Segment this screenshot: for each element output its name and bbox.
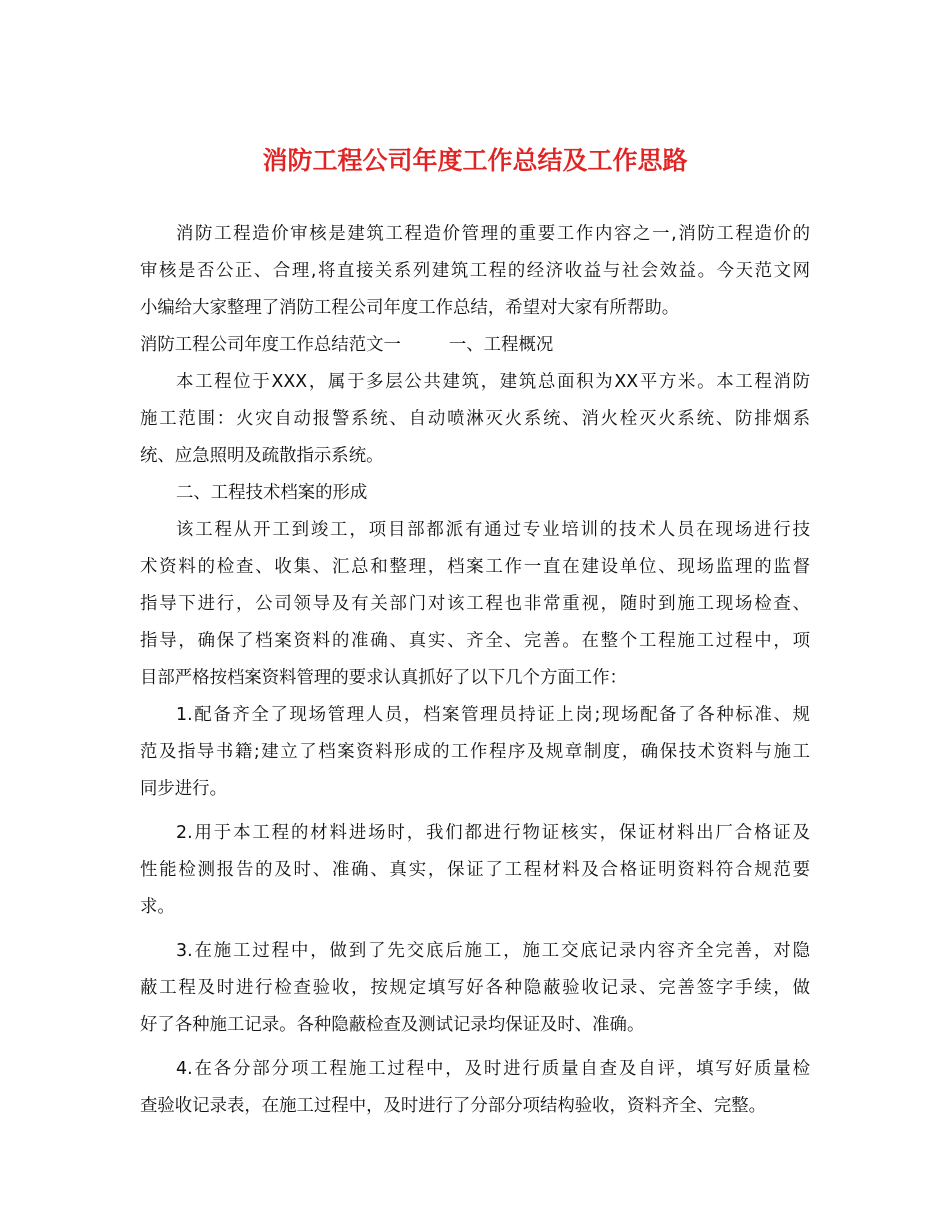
list-item-1 <box>140 697 810 808</box>
text-line: 查验收记录表，在施工过程中，及时进行了分部分项结构验收，资料齐全、完整。 <box>140 1096 767 1116</box>
text-line: 性能检测报告的及时、准确、真实，保证了工程材料及合格证明资料符合规范要 <box>140 860 810 880</box>
text-line: 本工程位于XXX，属于多层公共建筑，建筑总面积为XX平方米。本工程消防 <box>176 372 810 392</box>
text-line: 统、应急照明及疏散指示系统。 <box>140 446 384 466</box>
text-line: 指导下进行，公司领导及有关部门对该工程也非常重视，随时到施工现场检查、 <box>140 594 810 614</box>
section-heading-1: 一、工程概况 <box>448 335 554 355</box>
text-line: 审核是否公正、合理,将直接关系列建筑工程的经济收益与社会效益。今天范文网 <box>140 261 810 281</box>
section-heading-2: 二、工程技术档案的形成 <box>176 483 368 503</box>
text-line: 目部严格按档案资料管理的要求认真抓好了以下几个方面工作： <box>140 668 627 688</box>
text-line: 小编给大家整理了消防工程公司年度工作总结，希望对大家有所帮助。 <box>140 298 680 318</box>
text-line: 指导，确保了档案资料的准确、真实、齐全、完善。在整个工程施工过程中，项 <box>140 631 810 651</box>
text-line: 2.用于本工程的材料进场时，我们都进行物证核实，保证材料出厂合格证及 <box>176 823 810 843</box>
sample-heading: 消防工程公司年度工作总结范文一 <box>140 335 401 355</box>
text-line: 蔽工程及时进行检查验收，按规定填写好各种隐蔽验收记录、完善签字手续，做 <box>140 978 810 998</box>
text-line: 同步进行。 <box>140 779 227 799</box>
text-line: 1.配备齐全了现场管理人员，档案管理员持证上岗;现场配备了各种标准、规 <box>176 705 810 725</box>
paragraph-intro <box>140 216 810 327</box>
document-body <box>140 216 810 1125</box>
text-line: 好了各种施工记录。各种隐蔽检查及测试记录均保证及时、准确。 <box>140 1015 645 1035</box>
list-item-2 <box>140 815 810 926</box>
text-line: 3.在施工过程中，做到了先交底后施工，施工交底记录内容齐全完善，对隐 <box>176 941 810 961</box>
paragraph-overview <box>140 364 810 475</box>
text-line: 术资料的检查、收集、汇总和整理，档案工作一直在建设单位、现场监理的监督 <box>140 557 810 577</box>
text-line: 范及指导书籍;建立了档案资料形成的工作程序及规章制度，确保技术资料与施工 <box>140 742 810 762</box>
section-heading-line <box>140 327 810 364</box>
list-item-3 <box>140 933 810 1044</box>
text-line: 4.在各分部分项工程施工过程中，及时进行质量自查及自评，填写好质量检 <box>176 1059 810 1079</box>
text-line: 求。 <box>140 897 175 917</box>
text-line: 消防工程造价审核是建筑工程造价管理的重要工作内容之一,消防工程造价的 <box>176 224 810 244</box>
text-line: 施工范围：火灾自动报警系统、自动喷淋灭火系统、消火栓灭火系统、防排烟系 <box>140 409 810 429</box>
list-item-4 <box>140 1051 810 1125</box>
document-title: 消防工程公司年度工作总结及工作思路 <box>262 146 688 175</box>
paragraph-archive <box>140 512 810 697</box>
text-line: 该工程从开工到竣工，项目部都派有通过专业培训的技术人员在现场进行技 <box>176 520 810 540</box>
